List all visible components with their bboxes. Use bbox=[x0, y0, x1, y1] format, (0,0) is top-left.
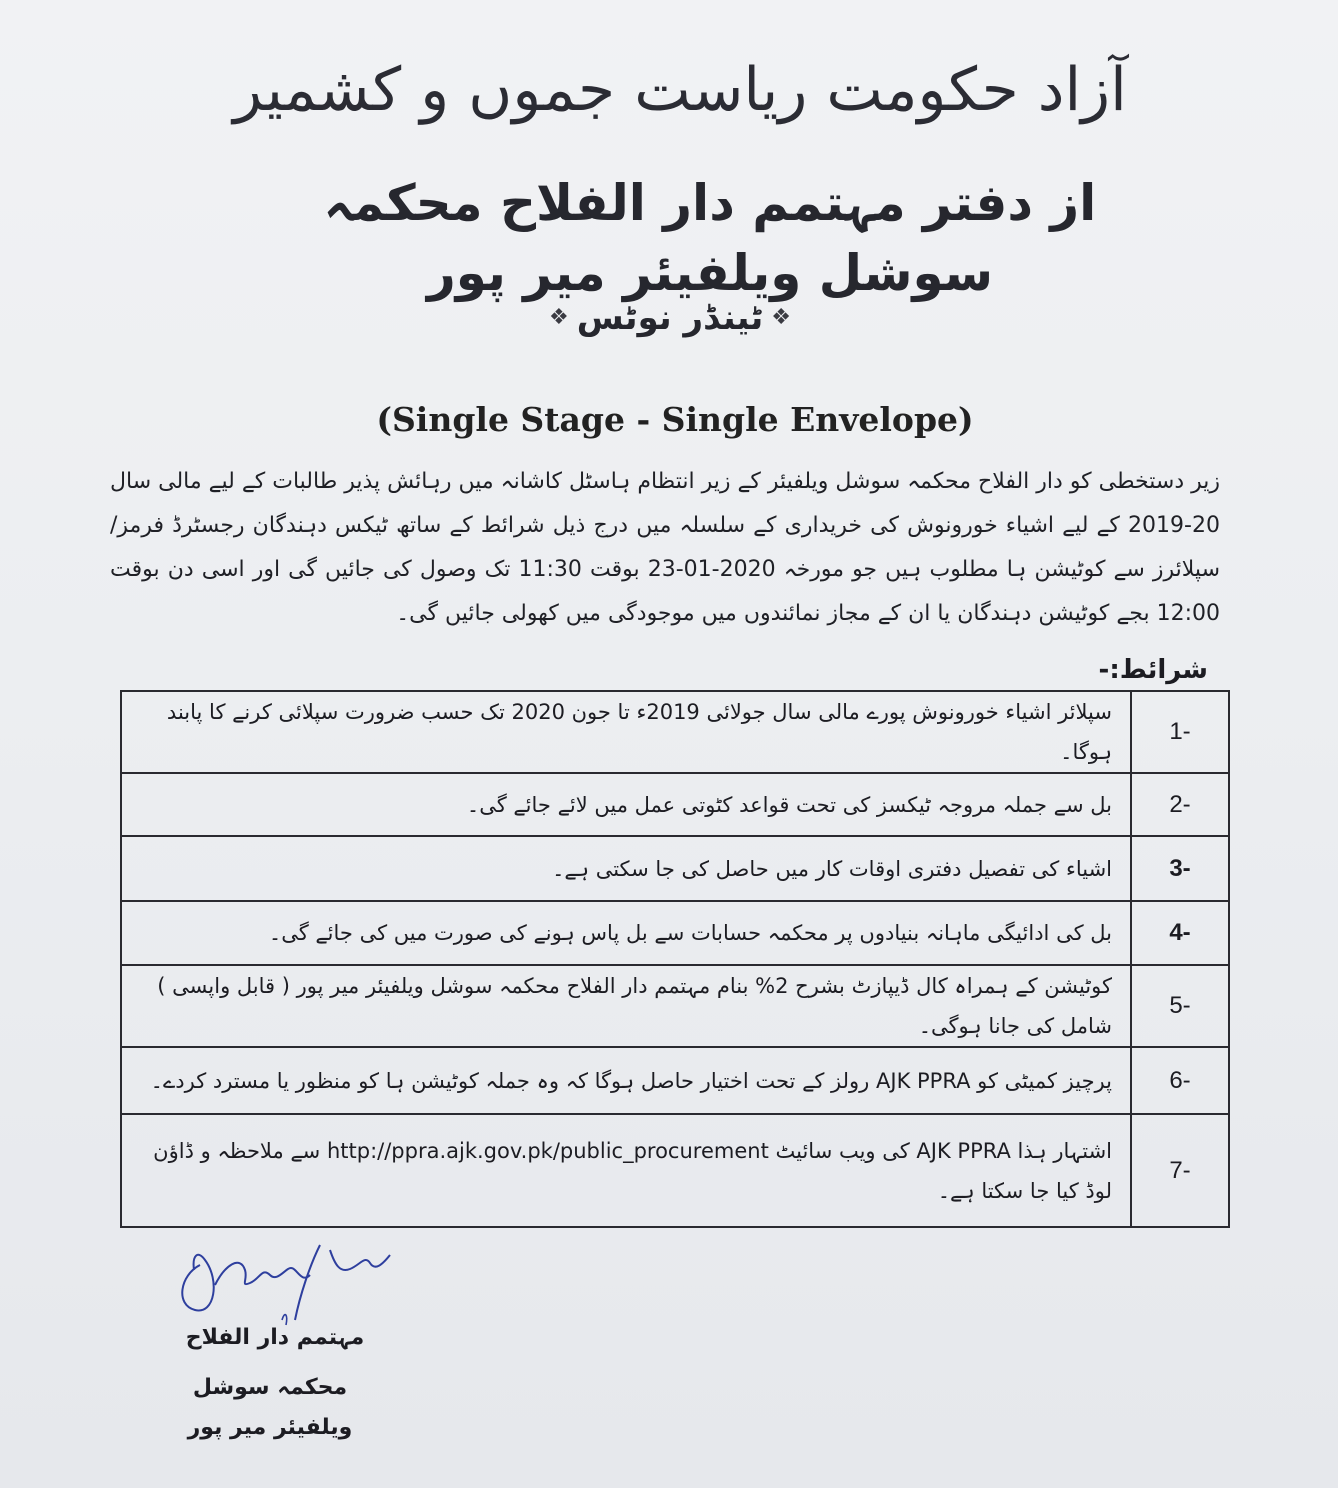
table-row bbox=[121, 691, 1229, 773]
table-row bbox=[121, 1114, 1229, 1227]
government-title: آزاد حکومت ریاست جموں و کشمیر bbox=[233, 55, 1127, 125]
condition-number: 4- bbox=[1131, 901, 1229, 965]
condition-text: اشیاء کی تفصیل دفتری اوقات کار میں حاصل کی جا سکتی ہے۔ bbox=[121, 836, 1131, 901]
table-row bbox=[121, 773, 1229, 836]
table-row bbox=[121, 965, 1229, 1047]
notice-title: ٹینڈر نوٹس bbox=[576, 298, 764, 338]
table-row bbox=[121, 1047, 1229, 1114]
table-row bbox=[121, 901, 1229, 965]
condition-text: کوٹیشن کے ہمراہ کال ڈیپازٹ بشرح 2% بنام مہتمم دار الفلاح محکمہ سوشل ویلفیئر میر پور ( قابل واپسی ) شامل کی جانا ہوگی۔ bbox=[121, 965, 1131, 1047]
condition-number: 7- bbox=[1131, 1114, 1229, 1227]
ornament-left-icon: ❖ bbox=[549, 305, 569, 330]
intro-paragraph: زیر دستخطی کو دار الفلاح محکمہ سوشل ویلفیئر کے زیر انتظام ہاسٹل کاشانہ میں رہائش پذیر طالبات کے لیے مالی سال 20-2019 کے لیے اشیاء خورونوش کی خریداری کے سلسلہ میں درج ذیل شرائط کے ساتھ ٹیکس دہندگان رجسٹرڈ فرمز/ سپلائرز سے کوٹیشن ہا مطلوب ہیں جو مورخہ 2020-01-23 بوقت 11:30 تک وصول کی جائیں گی اور اسی دن بوقت 12:00 بجے کوٹیشن دہندگان یا ان کے مجاز نمائندوں میں موجودگی میں کھولی جائیں گی۔ bbox=[110, 469, 1221, 626]
conditions-table bbox=[120, 690, 1230, 1228]
condition-text: بل کی ادائیگی ماہانہ بنیادوں پر محکمہ حسابات سے بل پاس ہونے کی صورت میں کی جائے گی۔ bbox=[121, 901, 1131, 965]
ornament-right-icon: ❖ bbox=[771, 305, 791, 330]
condition-text: بل سے جملہ مروجہ ٹیکسز کی تحت قواعد کٹوتی عمل میں لائے جائے گی۔ bbox=[121, 773, 1131, 836]
condition-number: 1- bbox=[1131, 691, 1229, 773]
condition-number: 2- bbox=[1131, 773, 1229, 836]
conditions-heading: شرائط:- bbox=[1098, 655, 1208, 685]
signatory-department: محکمہ سوشل ویلفیئر میر پور bbox=[187, 1375, 353, 1440]
office-title: از دفتر مہتمم دار الفلاح محکمہ سوشل ویلفیئر میر پور bbox=[323, 174, 1097, 302]
condition-text: سپلائر اشیاء خورونوش پورے مالی سال جولائی 2019ء تا جون 2020 تک حسب ضرورت سپلائی کرنے کا پابند ہوگا۔ bbox=[121, 691, 1131, 773]
condition-number: 5- bbox=[1131, 965, 1229, 1047]
condition-number: 6- bbox=[1131, 1047, 1229, 1114]
table-row bbox=[121, 836, 1229, 901]
condition-text: پرچیز کمیٹی کو AJK PPRA رولز کے تحت اختیار حاصل ہوگا کہ وہ جملہ کوٹیشن ہا کو منظور یا مسترد کردے۔ bbox=[121, 1047, 1131, 1114]
condition-text: اشتہار ہذا AJK PPRA کی ویب سائیٹ http://ppra.ajk.gov.pk/public_procurement سے ملاحظہ و ڈاؤن لوڈ کیا جا سکتا ہے۔ bbox=[121, 1114, 1131, 1227]
stage-subtitle: (Single Stage - Single Envelope) bbox=[376, 400, 974, 439]
condition-number: 3- bbox=[1131, 836, 1229, 901]
signatory-title: مہتمم دار الفلاح bbox=[185, 1325, 365, 1350]
notice-title-wrap bbox=[540, 288, 800, 348]
